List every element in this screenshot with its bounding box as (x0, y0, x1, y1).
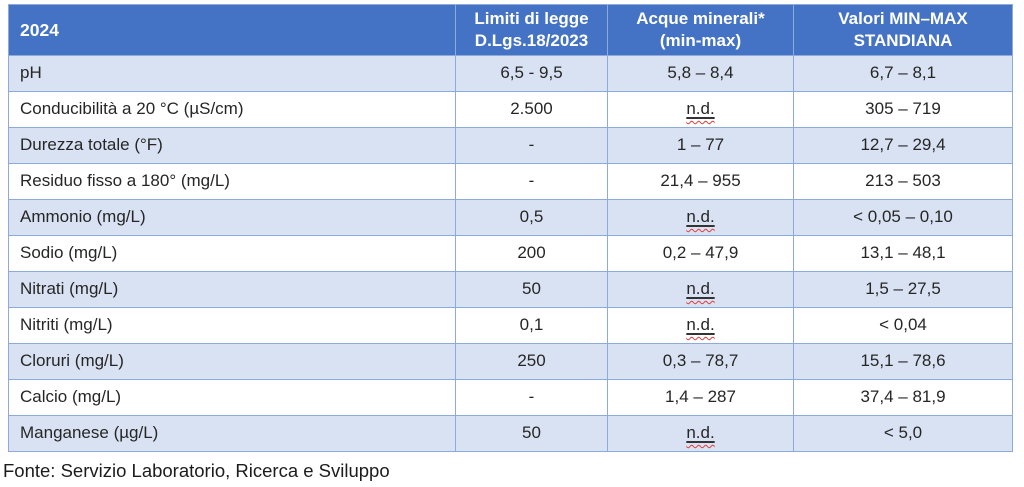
parameter-cell: Ammonio (mg/L) (9, 200, 456, 236)
limiti-cell: 6,5 - 9,5 (456, 56, 608, 92)
header-limiti-line1: Limiti di legge (474, 9, 589, 29)
table-row (9, 416, 1013, 452)
table-row (9, 308, 1013, 344)
limiti-cell: 50 (456, 416, 608, 452)
parameter-cell: Manganese (µg/L) (9, 416, 456, 452)
acque-minerali-cell: 21,4 – 955 (608, 164, 794, 200)
limiti-cell: 50 (456, 272, 608, 308)
standiana-cell: 15,1 – 78,6 (794, 344, 1013, 380)
limiti-cell: 0,5 (456, 200, 608, 236)
limiti-cell: 2.500 (456, 92, 608, 128)
limiti-cell: 250 (456, 344, 608, 380)
table-row (9, 380, 1013, 416)
parameter-cell: pH (9, 56, 456, 92)
parameter-cell: Calcio (mg/L) (9, 380, 456, 416)
acque-minerali-cell: 0,3 – 78,7 (608, 344, 794, 380)
header-year (9, 5, 456, 56)
acque-minerali-cell (608, 308, 794, 344)
standiana-cell: 37,4 – 81,9 (794, 380, 1013, 416)
header-standiana-line2: STANDIANA (853, 31, 953, 50)
spellcheck-squiggle: n.d. (686, 207, 715, 227)
standiana-cell: < 0,04 (794, 308, 1013, 344)
table-row (9, 164, 1013, 200)
standiana-cell: 12,7 – 29,4 (794, 128, 1013, 164)
nd-value (686, 315, 714, 334)
parameter-cell: Conducibilità a 20 °C (µS/cm) (9, 92, 456, 128)
standiana-cell: 1,5 – 27,5 (794, 272, 1013, 308)
table-row (9, 272, 1013, 308)
parameter-cell: Sodio (mg/L) (9, 236, 456, 272)
parameter-cell: Durezza totale (°F) (9, 128, 456, 164)
header-acque-line1: Acque minerali* (636, 9, 765, 29)
header-standiana-line1: Valori MIN–MAX (838, 9, 968, 29)
table-row (9, 92, 1013, 128)
table-row (9, 56, 1013, 92)
water-quality-table (8, 4, 1013, 452)
spellcheck-squiggle: n.d. (686, 423, 715, 443)
limiti-cell: - (456, 380, 608, 416)
limiti-cell: 0,1 (456, 308, 608, 344)
standiana-cell: 13,1 – 48,1 (794, 236, 1013, 272)
header-acque-minerali (608, 5, 794, 56)
acque-minerali-cell: 1,4 – 287 (608, 380, 794, 416)
nd-value (686, 207, 714, 226)
spellcheck-squiggle: n.d. (686, 279, 715, 299)
parameter-cell: Nitriti (mg/L) (9, 308, 456, 344)
header-row (9, 5, 1013, 56)
limiti-cell: 200 (456, 236, 608, 272)
nd-value (686, 423, 714, 442)
parameter-cell: Nitrati (mg/L) (9, 272, 456, 308)
standiana-cell: < 5,0 (794, 416, 1013, 452)
acque-minerali-cell: 1 – 77 (608, 128, 794, 164)
acque-minerali-cell (608, 416, 794, 452)
acque-minerali-cell: 5,8 – 8,4 (608, 56, 794, 92)
nd-value (686, 279, 714, 298)
nd-value (686, 99, 714, 118)
acque-minerali-cell: 0,2 – 47,9 (608, 236, 794, 272)
acque-minerali-cell (608, 92, 794, 128)
header-limiti-line2: D.Lgs.18/2023 (474, 31, 589, 50)
standiana-cell: < 0,05 – 0,10 (794, 200, 1013, 236)
parameter-cell: Residuo fisso a 180° (mg/L) (9, 164, 456, 200)
spellcheck-squiggle: n.d. (686, 315, 715, 335)
header-standiana (794, 5, 1013, 56)
acque-minerali-cell (608, 272, 794, 308)
standiana-cell: 305 – 719 (794, 92, 1013, 128)
limiti-cell: - (456, 164, 608, 200)
header-limiti (456, 5, 608, 56)
table-row (9, 344, 1013, 380)
table-row (9, 128, 1013, 164)
header-year-label: 2024 (20, 19, 59, 40)
limiti-cell: - (456, 128, 608, 164)
standiana-cell: 213 – 503 (794, 164, 1013, 200)
acque-minerali-cell (608, 200, 794, 236)
table-row (9, 236, 1013, 272)
header-acque-line2: (min-max) (659, 31, 742, 50)
source-note: Fonte: Servizio Laboratorio, Ricerca e Sviluppo (3, 460, 390, 481)
table-row (9, 200, 1013, 236)
spellcheck-squiggle: n.d. (686, 99, 715, 119)
parameter-cell: Cloruri (mg/L) (9, 344, 456, 380)
standiana-cell: 6,7 – 8,1 (794, 56, 1013, 92)
